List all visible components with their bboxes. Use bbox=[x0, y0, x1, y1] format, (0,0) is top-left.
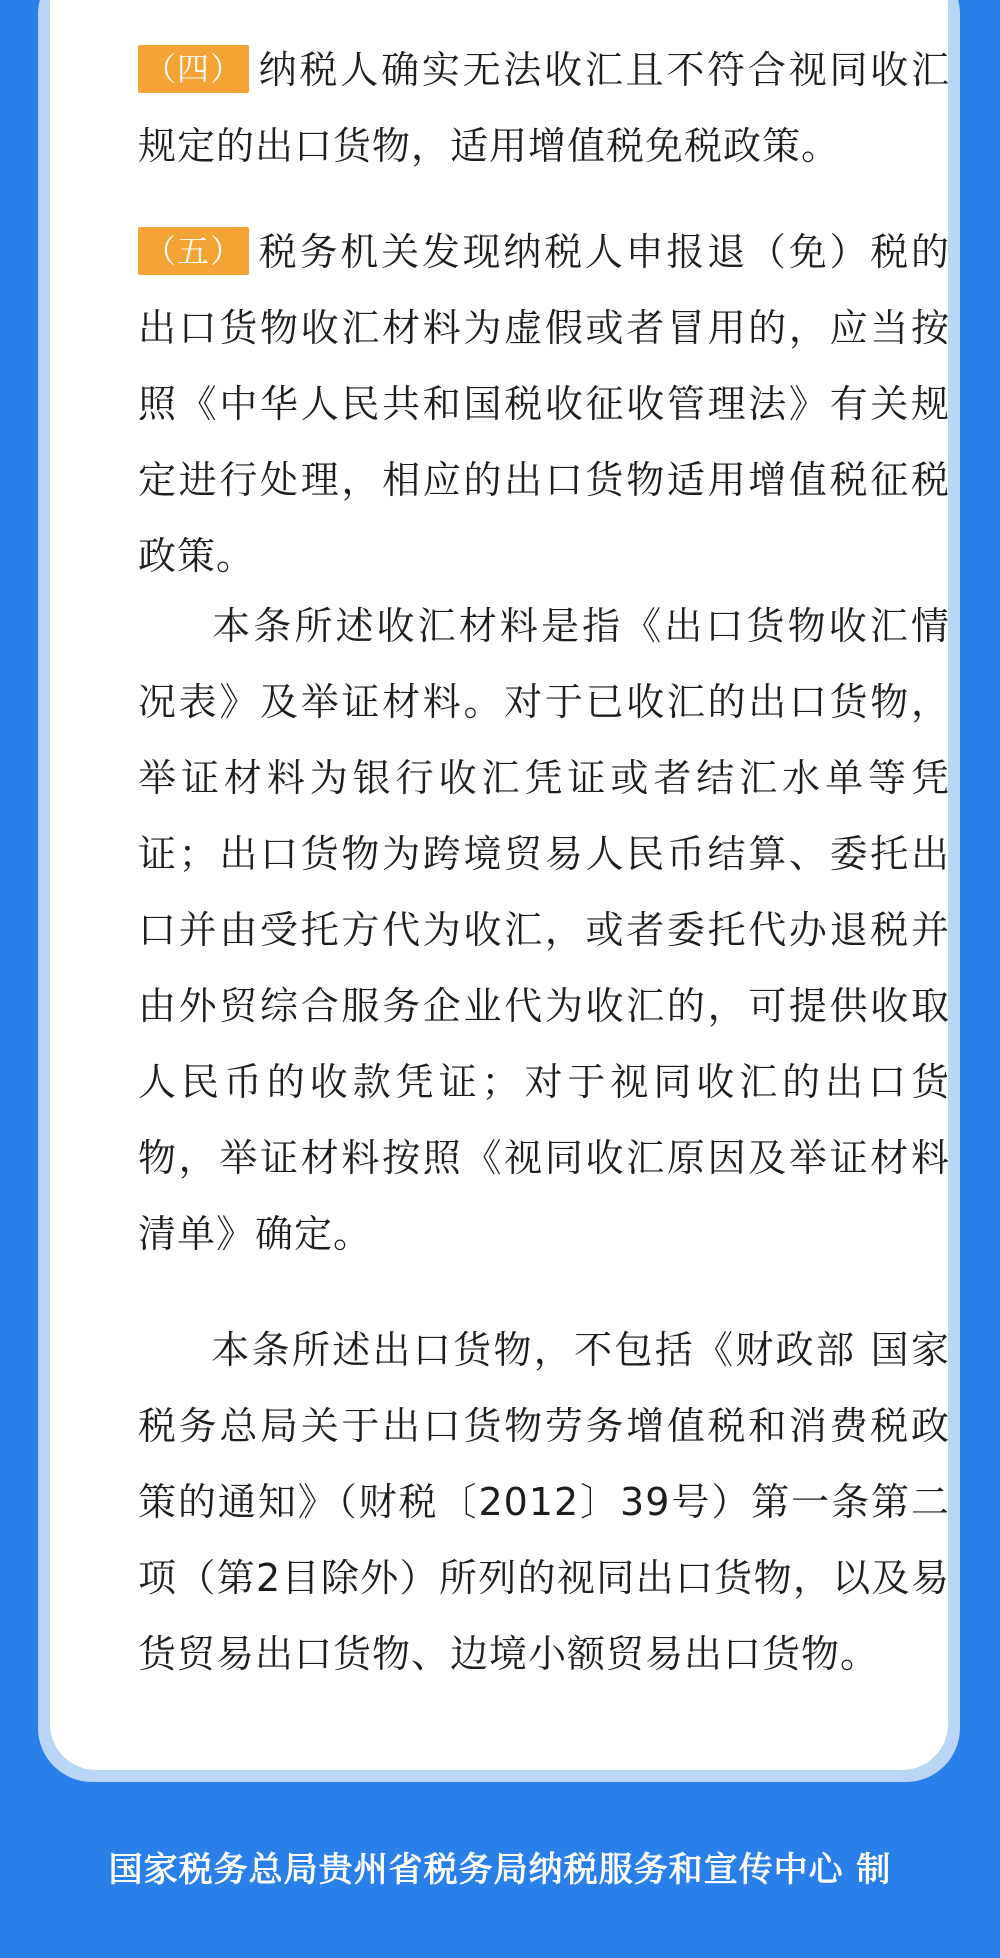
item-text: 税务机关发现纳税人申报退（免）税的出口货物收汇材料为虚假或者冒用的，应当按照《中华人民共和国税收征收管理法》有关规定进行处理，相应的出口货物适用增值税征税政策。 bbox=[138, 230, 950, 578]
list-item-5 bbox=[138, 214, 950, 594]
item-badge: （五） bbox=[138, 227, 249, 275]
paragraph-export-goods-scope bbox=[138, 1312, 950, 1692]
footer-producer: 国家税务总局贵州省税务局纳税服务和宣传中心 制 bbox=[108, 1850, 892, 1890]
paragraph-receipt-materials bbox=[138, 588, 950, 1272]
paragraph-text: 本条所述收汇材料是指《出口货物收汇情况表》及举证材料。对于已收汇的出口货物，举证材料为银行收汇凭证或者结汇水单等凭证；出口货物为跨境贸易人民币结算、委托出口并由受托方代为收汇，或者委托代办退税并由外贸综合服务企业代为收汇的，可提供收取人民币的收款凭证；对于视同收汇的出口货物，举证材料按照《视同收汇原因及举证材料清单》确定。 bbox=[138, 604, 950, 1256]
item-badge: （四） bbox=[138, 45, 249, 93]
item-text: 纳税人确实无法收汇且不符合视同收汇规定的出口货物，适用增值税免税政策。 bbox=[138, 48, 950, 168]
content-card bbox=[50, 0, 948, 1770]
list-item-4 bbox=[138, 32, 950, 184]
paragraph-text: 本条所述出口货物，不包括《财政部 国家税务总局关于出口货物劳务增值税和消费税政策的通知》（财税〔2012〕39号）第一条第二项（第2目除外）所列的视同出口货物，以及易货贸易出口货物、边境小额贸易出口货物。 bbox=[138, 1328, 950, 1676]
